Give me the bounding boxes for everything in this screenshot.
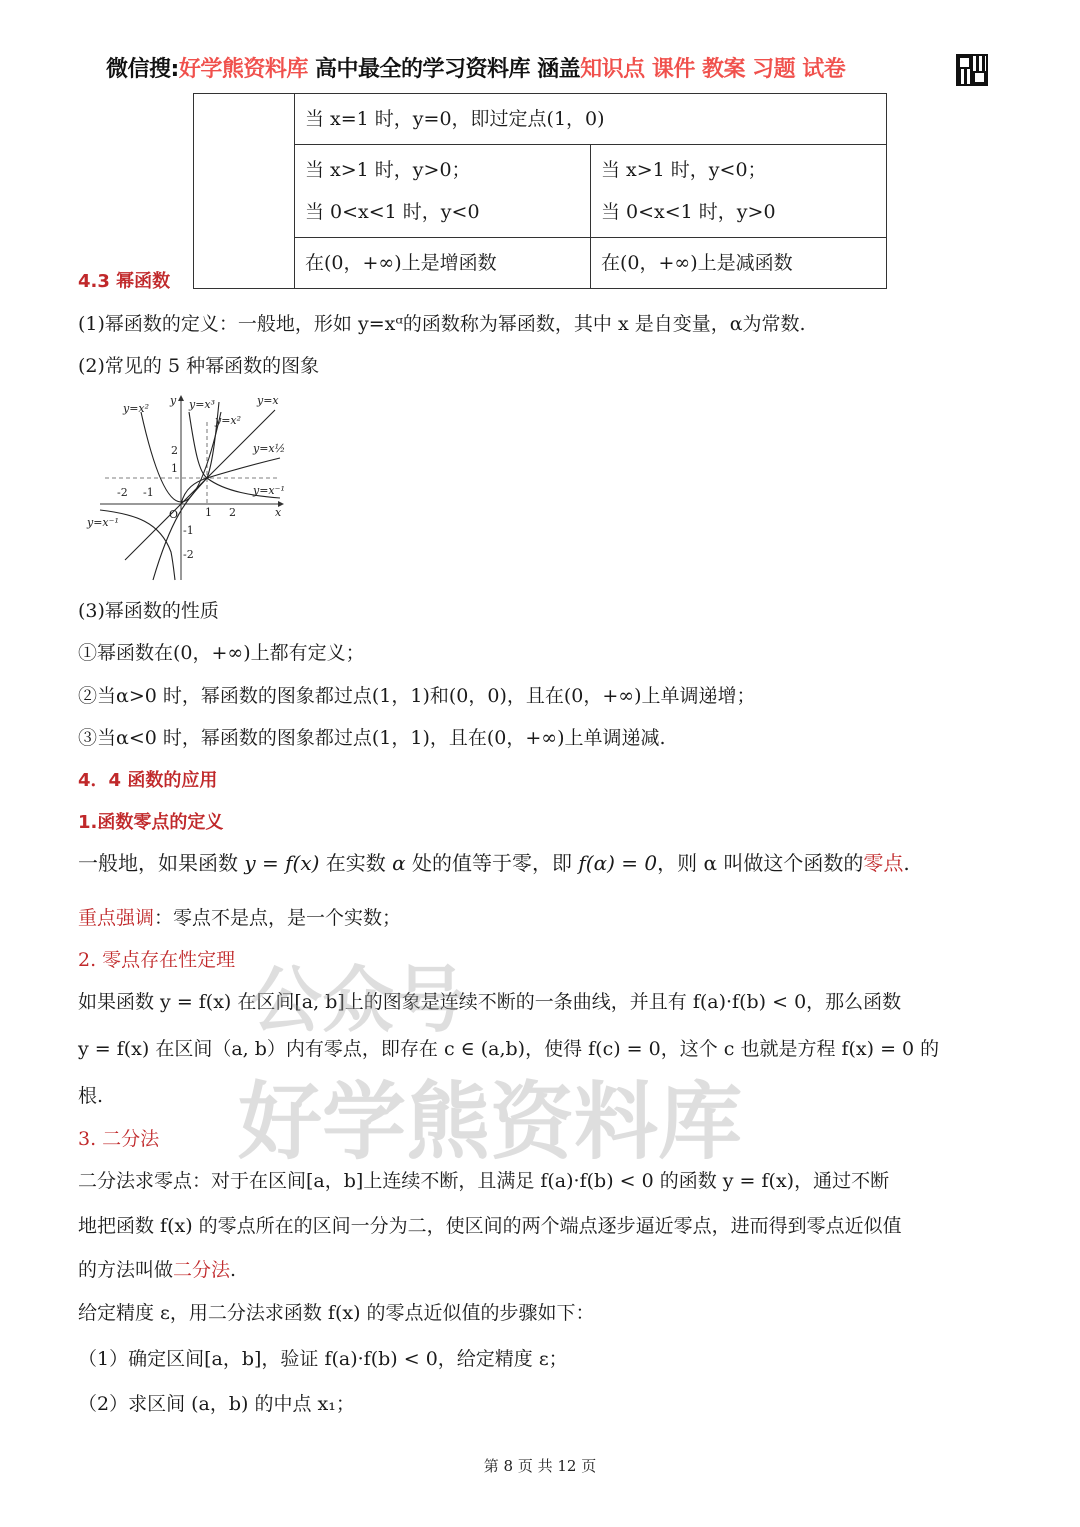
math-fx: y = f(x) <box>244 851 320 875</box>
table-cell-text: 当 x>1 时，y>0； <box>305 159 471 181</box>
table-cell-text: 当 0<x<1 时，y>0 <box>601 201 776 223</box>
label-y-x2-left: y=x² <box>123 402 150 415</box>
label-y-xhalf: y=x½ <box>253 442 286 455</box>
table-row-fixed-point: 当 x=1 时，y=0，即过定点(1，0) <box>295 94 887 145</box>
tick-x-neg1: -1 <box>143 486 154 499</box>
text-fragment: 一般地，如果函数 <box>78 851 245 875</box>
theorem-line-1: 如果函数 y = f(x) 在区间[a, b]上的图象是连续不断的一条曲线，并且有 f(a)·f(b) < 0，那么函数 <box>78 991 902 1013</box>
tick-y-1: 1 <box>171 462 178 475</box>
label-y-x: y=x <box>257 394 279 407</box>
table-cell-increasing: 在(0，+∞)上是增函数 <box>295 238 591 289</box>
qr-code-icon <box>956 54 988 86</box>
table-cell-sign-decreasing <box>591 145 887 238</box>
term-zero-point: 零点 <box>863 851 904 875</box>
emphasis-label: 重点强调 <box>78 907 155 929</box>
text-fragment: 处的值等于零，即 <box>405 851 579 875</box>
tick-y-neg1: -1 <box>183 524 194 537</box>
bisection-line-2: 地把函数 f(x) 的零点所在的区间一分为二，使区间的两个端点逐步逼近零点，进而得到零点近似值 <box>78 1215 902 1237</box>
label-origin: O <box>169 508 179 521</box>
table-empty-cell <box>194 94 295 289</box>
steps-intro: 给定精度 ε，用二分法求函数 f(x) 的零点近似值的步骤如下： <box>78 1302 595 1324</box>
log-function-properties-table <box>193 93 887 289</box>
tick-y-neg2: -2 <box>183 548 194 561</box>
banner-brand: 好学熊资料库 <box>178 57 308 82</box>
table-cell-decreasing: 在(0，+∞)上是减函数 <box>591 238 887 289</box>
header-banner <box>106 52 996 88</box>
page-footer: 第 8 页 共 12 页 <box>483 1457 597 1475</box>
subheading-existence-theorem: 2. 零点存在性定理 <box>78 949 236 971</box>
text-fragment: 的方法叫做 <box>78 1259 174 1281</box>
subheading-zero-definition: 1.函数零点的定义 <box>78 812 224 833</box>
text-fragment: . <box>903 851 910 875</box>
label-x-axis: x <box>275 506 282 519</box>
subheading-bisection: 3. 二分法 <box>78 1128 160 1150</box>
tick-x-neg2: -2 <box>117 486 128 499</box>
text-fragment: . <box>230 1259 237 1281</box>
term-bisection: 二分法 <box>173 1259 231 1281</box>
zero-definition-paragraph <box>78 849 910 877</box>
table-cell-text: 当 x>1 时，y<0； <box>601 159 767 181</box>
label-y-xneg1-left: y=x⁻¹ <box>87 516 119 529</box>
power-function-definition: (1)幂函数的定义：一般地，形如 y=xᵅ的函数称为幂函数，其中 x 是自变量，α为常数. <box>78 313 806 335</box>
step-1: （1）确定区间[a，b]，验证 f(a)·f(b) < 0，给定精度 ε； <box>78 1348 568 1370</box>
section-heading-applications: 4．4 函数的应用 <box>78 770 218 791</box>
label-y-xneg1-right: y=x⁻¹ <box>253 484 285 497</box>
banner-text-2: 高中最全的学习资料库 涵盖 <box>315 57 581 82</box>
graph-caption: (2)常见的 5 种幂函数的图象 <box>78 355 320 377</box>
bisection-line-1: 二分法求零点：对于在区间[a，b]上连续不断，且满足 f(a)·f(b) < 0 的函数 y = f(x)，通过不断 <box>78 1170 890 1192</box>
step-2: （2）求区间 (a，b) 的中点 x₁； <box>78 1393 355 1415</box>
table-cell-text: 当 0<x<1 时，y<0 <box>305 201 480 223</box>
math-f-alpha: f(α) = 0 <box>578 851 658 875</box>
table-cell-sign-increasing <box>295 145 591 238</box>
curve-y-xhalf <box>181 458 280 504</box>
label-y-axis: y <box>170 394 177 407</box>
properties-caption: (3)幂函数的性质 <box>78 600 219 622</box>
math-alpha: α <box>392 851 406 875</box>
banner-text-1: 微信搜: <box>106 57 179 82</box>
emphasis-text: ：零点不是点，是一个实数； <box>154 907 402 929</box>
power-functions-graph <box>85 392 290 584</box>
text-fragment: 在实数 <box>319 851 393 875</box>
theorem-line-3: 根. <box>78 1085 104 1107</box>
property-3: ③当α<0 时，幂函数的图象都过点(1，1)，且在(0，+∞)上单调递减. <box>78 727 666 749</box>
property-1: ①幂函数在(0，+∞)上都有定义； <box>78 642 365 664</box>
tick-x-2: 2 <box>229 506 236 519</box>
text-fragment: ，则 α 叫做这个函数的 <box>657 851 864 875</box>
watermark-line-1: 公众号 <box>250 958 467 1042</box>
watermark-line-2: 好学熊资料库 <box>238 1073 743 1171</box>
theorem-line-2: y = f(x) 在区间（a, b）内有零点，即存在 c ∈ (a,b)，使得 f(c) = 0，这个 c 也就是方程 f(x) = 0 的 <box>78 1038 940 1060</box>
banner-topics: 知识点 课件 教案 习题 试卷 <box>580 57 846 82</box>
property-2: ②当α>0 时，幂函数的图象都过点(1，1)和(0，0)，且在(0，+∞)上单调递增； <box>78 685 756 707</box>
bisection-line-3 <box>78 1256 236 1284</box>
tick-x-1: 1 <box>205 506 212 519</box>
label-y-x2-right: y=x² <box>215 414 242 427</box>
emphasis-line <box>78 904 401 932</box>
section-heading-power-functions: 4.3 幂函数 <box>78 271 171 292</box>
label-y-x3: y=x³ <box>189 398 216 411</box>
tick-y-2: 2 <box>171 444 178 457</box>
